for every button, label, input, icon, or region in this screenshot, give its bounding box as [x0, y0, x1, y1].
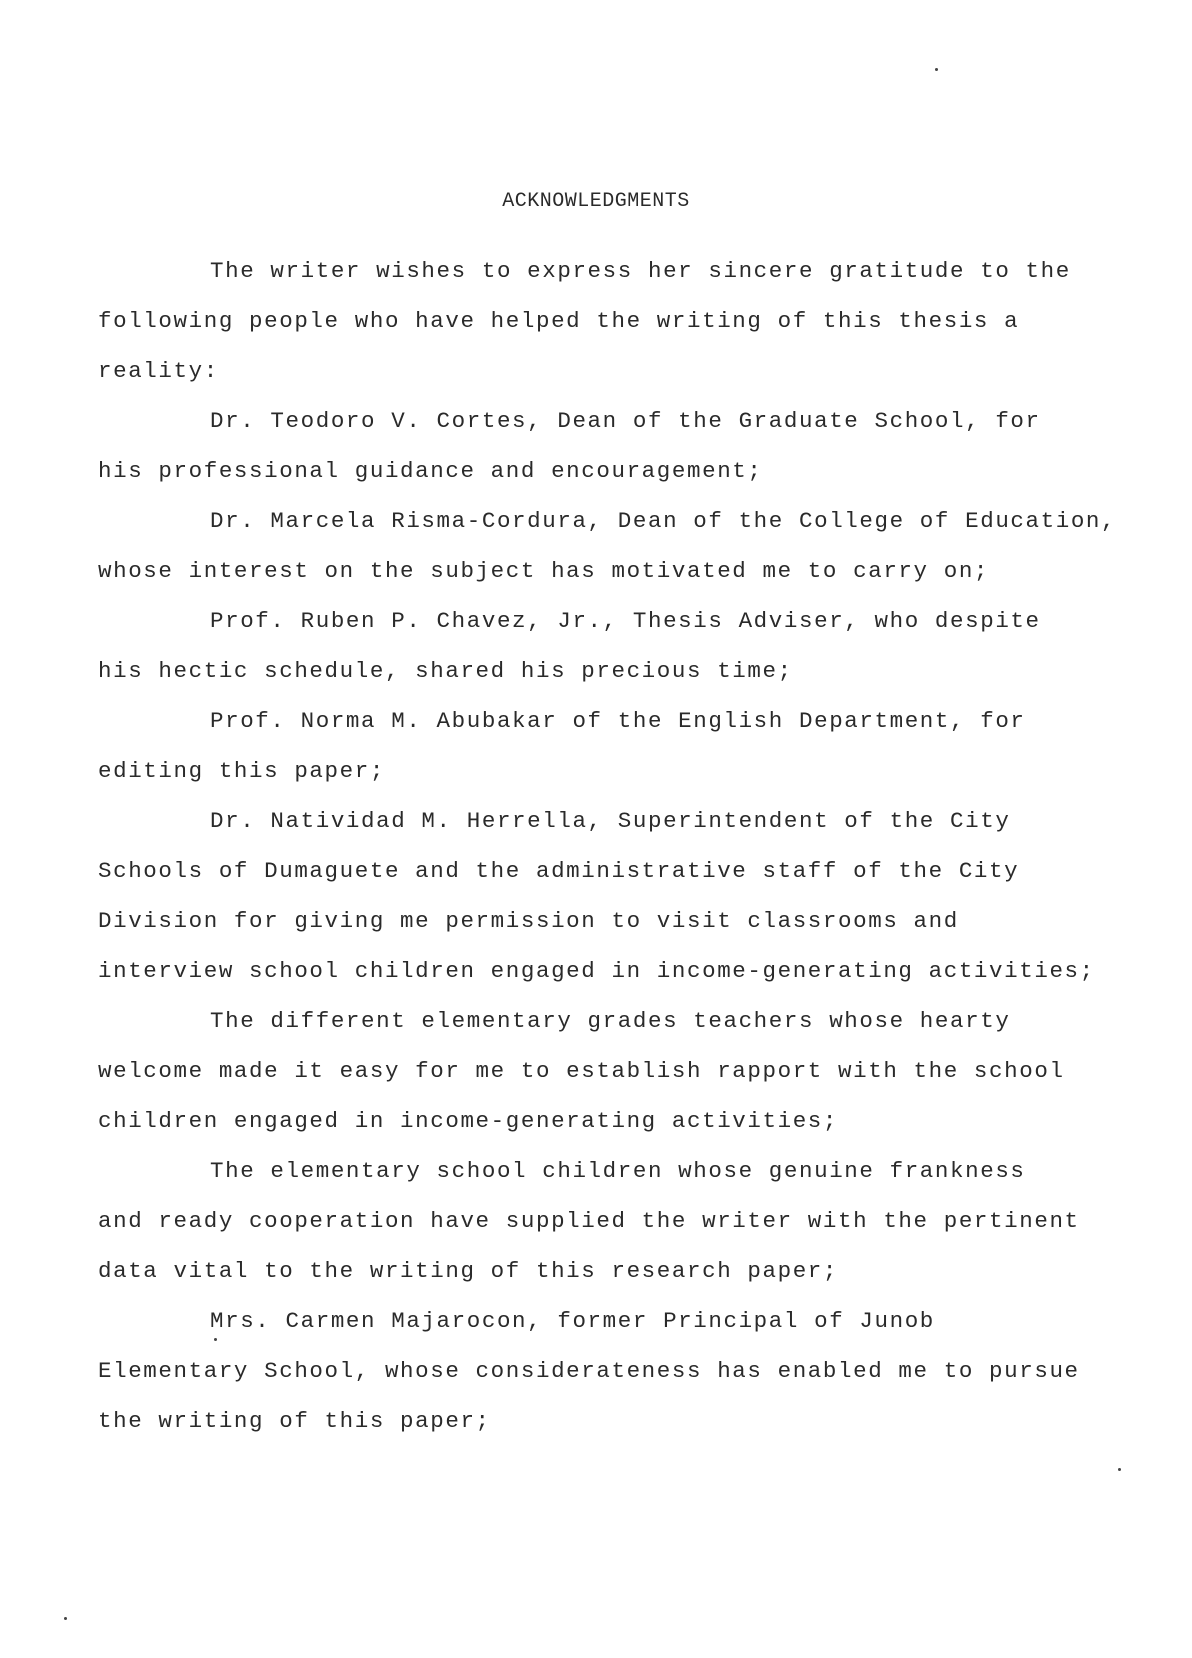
page-title: ACKNOWLEDGMENTS	[502, 190, 690, 213]
text-line: data vital to the writing of this research paper;	[98, 1258, 839, 1284]
text-line: Prof. Norma M. Abubakar of the English Department, for	[210, 708, 1026, 734]
text-line: Dr. Teodoro V. Cortes, Dean of the Graduate School, for	[210, 408, 1041, 434]
text-line: his professional guidance and encouragement;	[98, 458, 763, 484]
text-line: whose interest on the subject has motivated me to carry on;	[98, 558, 990, 584]
text-line: Mrs. Carmen Majarocon, former Principal of Junob	[210, 1308, 935, 1334]
text-line: the writing of this paper;	[98, 1408, 491, 1434]
text-line: following people who have helped the writing of this thesis a	[98, 308, 1020, 334]
text-line: The elementary school children whose genuine frankness	[210, 1158, 1026, 1184]
scan-speck	[64, 1617, 67, 1620]
scan-speck	[1118, 1468, 1121, 1471]
text-line: Dr. Natividad M. Herrella, Superintendent of the City	[210, 808, 1011, 834]
text-line: Elementary School, whose considerateness has enabled me to pursue	[98, 1358, 1080, 1384]
text-line: editing this paper;	[98, 758, 385, 784]
scan-speck	[935, 68, 938, 71]
text-line: The different elementary grades teachers whose hearty	[210, 1008, 1011, 1034]
text-line: The writer wishes to express her sincere gratitude to the	[210, 258, 1071, 284]
text-line: welcome made it easy for me to establish rapport with the school	[98, 1058, 1065, 1084]
text-line: and ready cooperation have supplied the writer with the pertinent	[98, 1208, 1080, 1234]
scan-speck	[214, 1338, 217, 1341]
text-line: his hectic schedule, shared his precious time;	[98, 658, 793, 684]
text-line: reality:	[98, 358, 219, 384]
text-line: interview school children engaged in income-generating activities;	[98, 958, 1095, 984]
text-line: Dr. Marcela Risma-Cordura, Dean of the College of Education,	[210, 508, 1117, 534]
text-line: Prof. Ruben P. Chavez, Jr., Thesis Adviser, who despite	[210, 608, 1041, 634]
text-line: Schools of Dumaguete and the administrative staff of the City	[98, 858, 1020, 884]
text-line: Division for giving me permission to visit classrooms and	[98, 908, 959, 934]
text-line: children engaged in income-generating activities;	[98, 1108, 839, 1134]
